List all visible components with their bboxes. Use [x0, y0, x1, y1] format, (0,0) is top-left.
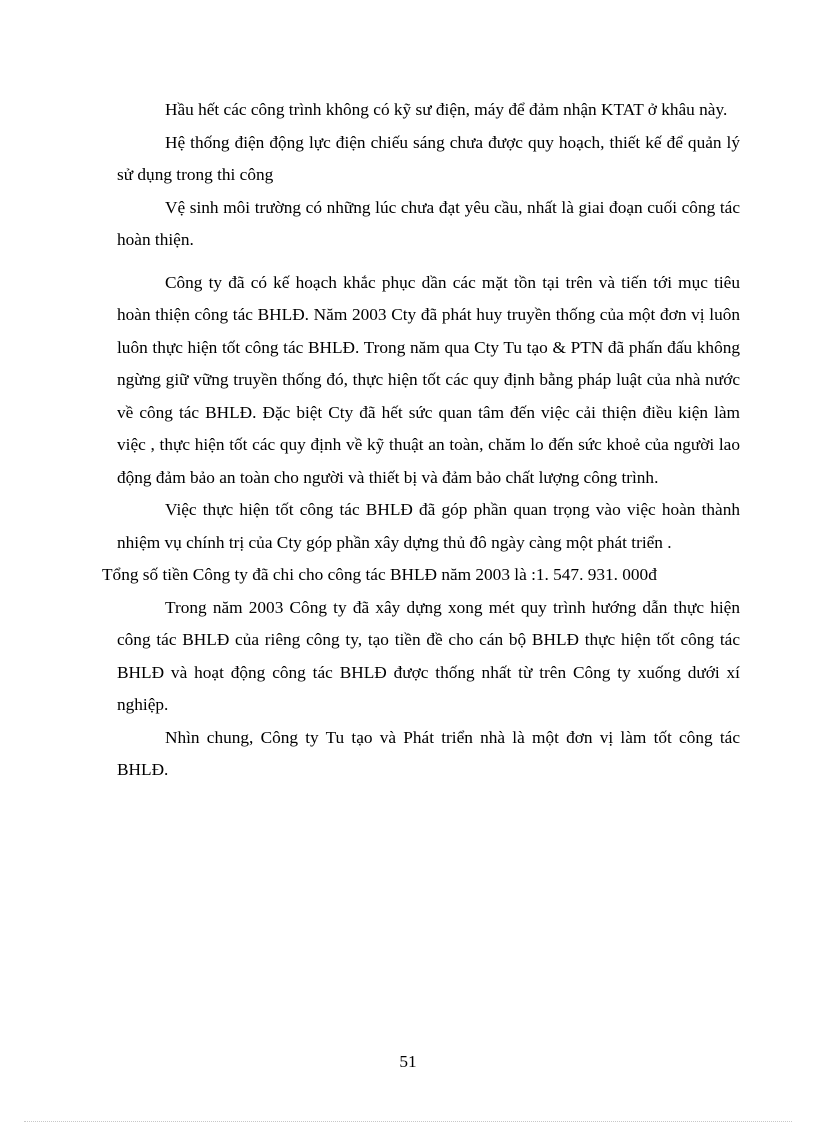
paragraph-achievement: Việc thực hiện tốt công tác BHLĐ đã góp phần quan trọng vào việc hoàn thành nhiệm vụ chính trị của Cty góp phần xây dựng thủ đô ngày càng một phát triển .	[117, 500, 740, 552]
page-number: 51	[399, 1052, 417, 1071]
body-text	[102, 94, 740, 787]
page-bottom-divider	[24, 1121, 792, 1122]
paragraph-improvement-plan: Công ty đã có kế hoạch khắc phục dần các mặt tồn tại trên và tiến tới mục tiêu hoàn thiện công tác BHLĐ. Năm 2003 Cty đã phát huy truyền thống của một đơn vị luôn luôn thực hiện tốt công tác BHLĐ. Trong năm qua Cty Tu tạo & PTN đã phấn đấu không ngừng giữ vững truyền thống đó, thực hiện tốt các quy định bằng pháp luật của nhà nước về công tác BHLĐ. Đặc biệt Cty đã hết sức quan tâm đến việc cải thiện điều kiện làm việc , thực hiện tốt các quy định về kỹ thuật an toàn, chăm lo đến sức khoẻ của người lao động đảm bảo an toàn cho người và thiết bị và đảm bảo chất lượng công trình.	[117, 272, 740, 487]
paragraph-sanitation: Vệ sinh môi trường có những lúc chưa đạt yêu cầu, nhất là giai đoạn cuối công tác hoàn thiện.	[117, 197, 740, 249]
paragraph-conclusion: Nhìn chung, Công ty Tu tạo và Phát triển nhà là một đơn vị làm tốt công tác BHLĐ.	[117, 727, 740, 779]
paragraph-procedure: Trong năm 2003 Công ty đã xây dựng xong mét quy trình hướng dẫn thực hiện công tác BHLĐ của riêng công ty, tạo tiền đề cho cán bộ BHLĐ thực hiện tốt công tác BHLĐ và hoạt động công tác BHLĐ được thống nhất từ trên Công ty xuống dưới xí nghiệp.	[117, 597, 740, 714]
paragraph-power-system: Hệ thống điện động lực điện chiếu sáng chưa được quy hoạch, thiết kế để quản lý sử dụng trong thi công	[117, 132, 740, 184]
paragraph-engineers: Hầu hết các công trình không có kỹ sư điện, máy để đảm nhận KTAT ở khâu này.	[165, 100, 728, 119]
paragraph-total-spending: Tổng số tiền Công ty đã chi cho công tác BHLĐ năm 2003 là :1. 547. 931. 000đ	[102, 565, 657, 584]
